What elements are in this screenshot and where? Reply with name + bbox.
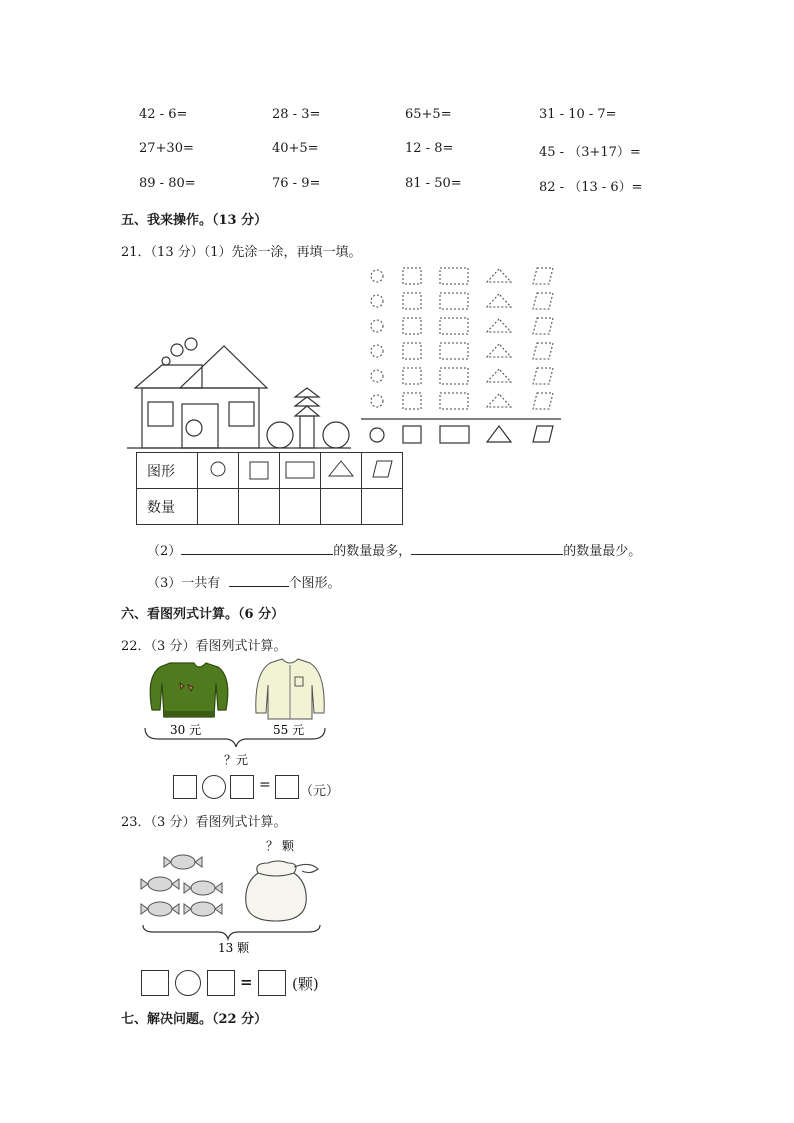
arith-item: 76 - 9= [272, 176, 321, 191]
sweater-image [150, 663, 228, 717]
count-cell[interactable] [321, 489, 362, 525]
candy-icon [184, 902, 222, 916]
table-row [137, 489, 403, 525]
square-cell [239, 453, 280, 489]
triangle-icon [326, 458, 356, 480]
arith-item: 82 - （13 - 6）= [539, 180, 643, 195]
table-header: 数量 [137, 489, 198, 525]
total-label: 13 颗 [218, 941, 250, 955]
answer-box[interactable] [258, 970, 286, 996]
part3-suffix: 个图形。 [288, 576, 341, 591]
rectangle-icon [284, 458, 316, 480]
arith-item: 45 - （3+17）= [539, 145, 641, 160]
arith-item: 81 - 50= [405, 176, 462, 191]
equals-sign: = [259, 777, 271, 793]
candy-icon [184, 881, 222, 895]
big-circle-1 [267, 422, 293, 448]
unit-label: （元） [300, 784, 340, 799]
part2-mid: 的数量最多， [333, 544, 412, 559]
part3-prefix: （3）一共有 [147, 576, 221, 591]
arith-item: 12 - 8= [405, 141, 454, 156]
bag-label: ？ 颗 [266, 839, 294, 853]
count-cell[interactable] [280, 489, 321, 525]
question-title: 21．（13 分）（1）先涂一涂，再填一填。 [121, 245, 362, 260]
smoke-circle [171, 344, 183, 356]
smoke-circle [162, 357, 170, 365]
tree-triangle [295, 406, 319, 416]
candy-icon [164, 855, 202, 869]
section-title: 七、解决问题。（22 分） [121, 1012, 268, 1027]
shapes-figure [125, 264, 565, 454]
table-header: 图形 [137, 453, 198, 489]
arith-item: 27+30= [139, 141, 194, 156]
house-window-left [148, 402, 173, 426]
arith-item: 40+5= [272, 141, 319, 156]
answer-box[interactable] [230, 775, 254, 799]
answer-blank[interactable] [181, 540, 333, 555]
price1-label: 30 元 [170, 723, 202, 737]
answer-blank[interactable] [411, 540, 563, 555]
arith-item: 28 - 3= [272, 107, 321, 122]
arith-item: 31 - 10 - 7= [539, 107, 617, 122]
house-window-right [229, 402, 254, 426]
shirt-image [256, 659, 324, 719]
triangle-cell [321, 453, 362, 489]
bag-icon [246, 861, 318, 921]
answer-box[interactable] [173, 775, 197, 799]
part2-suffix: 的数量最少。 [563, 544, 642, 559]
section-title: 五、我来操作。（13 分） [121, 213, 268, 228]
smoke-circle [185, 338, 197, 350]
door-circle [186, 420, 202, 436]
answer-box[interactable] [141, 970, 169, 996]
candy-group [141, 855, 222, 916]
square-icon [248, 458, 270, 480]
count-table [136, 452, 403, 525]
answer-blank[interactable] [229, 572, 289, 587]
candy-figure [138, 835, 333, 960]
part2-prefix: （2） [147, 544, 182, 559]
tree-triangle [295, 388, 319, 397]
part2-line [147, 540, 641, 559]
big-circle-2 [323, 422, 349, 448]
arith-item: 89 - 80= [139, 176, 196, 191]
right-roof [180, 346, 267, 388]
rectangle-cell [280, 453, 321, 489]
tree-triangle [295, 397, 319, 406]
answer-box[interactable] [275, 775, 299, 799]
question-title: 23．（3 分）看图列式计算。 [121, 815, 287, 830]
tree-trunk [300, 416, 314, 448]
parallelogram-cell [362, 453, 403, 489]
operator-circle[interactable] [175, 970, 201, 996]
part3-line [147, 572, 341, 591]
count-cell[interactable] [198, 489, 239, 525]
house-body [142, 388, 259, 448]
candy-icon [141, 877, 179, 891]
count-cell[interactable] [362, 489, 403, 525]
question-label: ？元 [224, 753, 249, 767]
clothes-figure [140, 655, 340, 775]
arith-item: 65+5= [405, 107, 452, 122]
question-title: 22．（3 分）看图列式计算。 [121, 639, 287, 654]
count-cell[interactable] [239, 489, 280, 525]
unit-label: (颗) [292, 975, 319, 993]
section-title: 六、看图列式计算。（6 分） [121, 607, 285, 622]
arith-item: 42 - 6= [139, 107, 188, 122]
house-door [182, 404, 218, 448]
table-row [137, 453, 403, 489]
answer-box[interactable] [207, 970, 235, 996]
equals-sign: = [240, 973, 253, 991]
circle-cell [198, 453, 239, 489]
brace [143, 925, 320, 939]
circle-icon [208, 459, 228, 479]
candy-icon [141, 902, 179, 916]
operator-circle[interactable] [202, 775, 226, 799]
parallelogram-icon [369, 458, 395, 480]
price2-label: 55 元 [273, 723, 305, 737]
